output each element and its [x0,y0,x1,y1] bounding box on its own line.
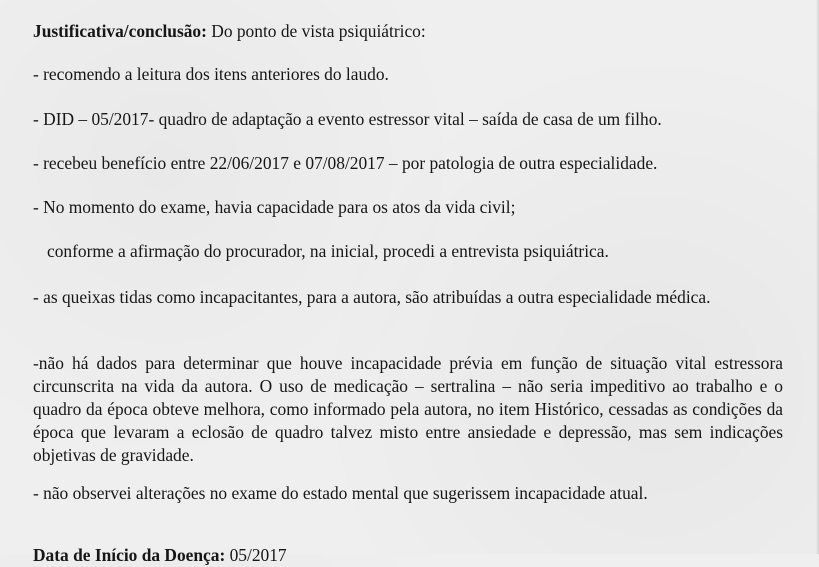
paragraph-7: -não há dados para determinar que houve incapacidade prévia em função de situação vital estressora circunscrita na vida da autora. O uso de medicação – sertralina – não seria impeditivo ao trabalho e o quadro da época obteve melhora, como informado pela autora, no item Histórico, cessadas as condições da época que levaram a eclosão de quadro talvez misto entre ansiedade e depressão, mas sem indicações objetivas de gravidade. [33,353,783,465]
heading-intro: Do ponto de vista psiquiátrico: [206,21,426,41]
conclusion-heading [33,20,783,43]
paragraph-4: - No momento do exame, havia capacidade para os atos da vida civil; [33,197,516,217]
paragraph-1: - recomendo a leitura dos itens anteriores do laudo. [33,64,389,84]
paragraph-6: - as queixas tidas como incapacitantes, para a autora, são atribuídas a outra especialidade médica. [33,287,711,307]
paragraph-5: conforme a afirmação do procurador, na inicial, procedi a entrevista psiquiátrica. [47,241,609,261]
heading-label: Justificativa/conclusão: [33,21,207,41]
paragraph-2: - DID – 05/2017- quadro de adaptação a evento estressor vital – saída de casa de um filho. [33,109,662,129]
onset-value: 05/2017 [225,545,287,565]
paragraph-3: - recebeu benefício entre 22/06/2017 e 07/08/2017 – por patologia de outra especialidade. [33,153,658,173]
onset-label: Data de Início da Doença: [33,545,226,565]
paragraph-8: - não observei alterações no exame do estado mental que sugerissem incapacidade atual. [33,483,648,503]
disease-onset-line [33,544,783,567]
